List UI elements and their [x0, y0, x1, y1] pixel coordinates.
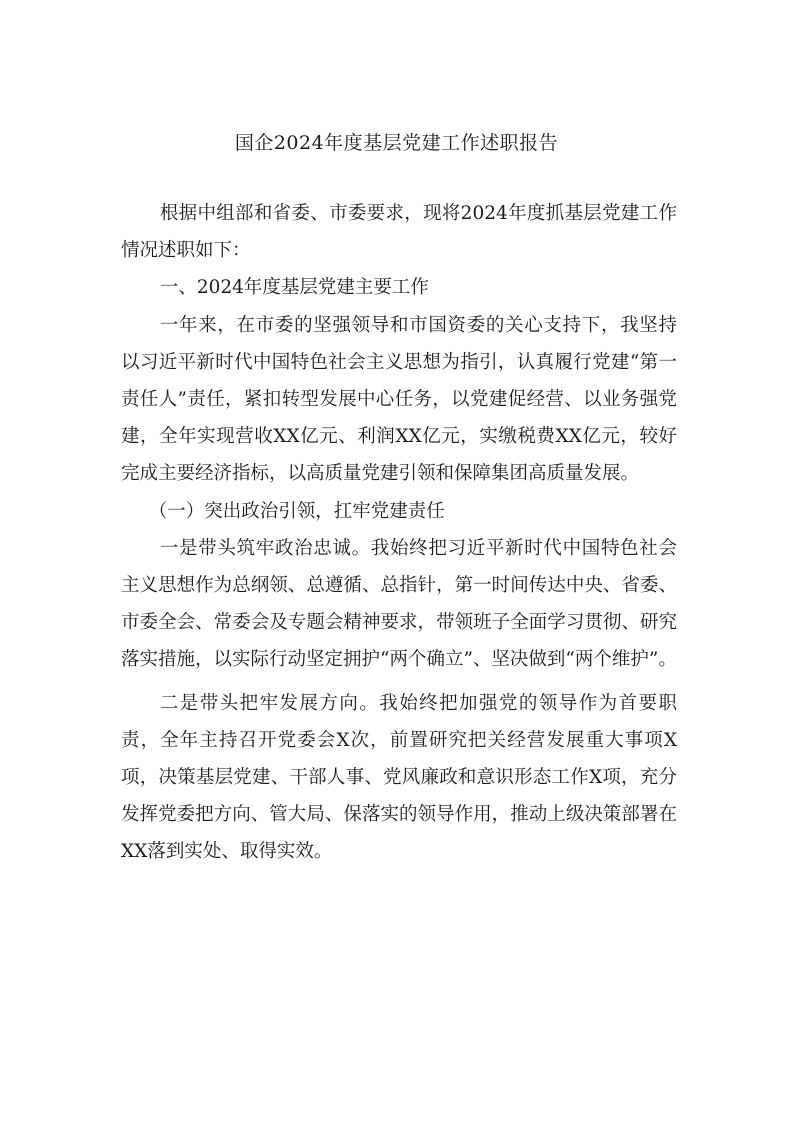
section-heading-1: 一、2024年度基层党建主要工作: [159, 277, 429, 299]
point-two-paragraph: 二是带头把牢发展方向。我始终把加强党的领导作为首要职责，全年主持召开党委会X次，前置研究把关经营发展重大事项X项，决策基层党建、干部人事、党风廉政和意识形态工作X项，充分发挥党委把方向、管大局、保落实的领导作用，推动上级决策部署在XX落到实处、取得实效。: [121, 692, 677, 863]
document-body: [121, 195, 677, 871]
intro-paragraph: 根据中组部和省委、市委要求，现将2024年度抓基层党建工作情况述职如下：: [121, 203, 677, 262]
point-one-paragraph: 一是带头筑牢政治忠诚。我始终把习近平新时代中国特色社会主义思想作为总纲领、总遵循、总指针，第一时间传达中央、省委、市委全会、常委会及专题会精神要求，带领班子全面学习贯彻、研究落实措施，以实际行动坚定拥护“两个确立”、坚决做到“两个维护”。: [121, 537, 677, 671]
summary-paragraph: 一年来，在市委的坚强领导和市国资委的关心支持下，我坚持以习近平新时代中国特色社会主义思想为指引，认真履行党建“第一责任人”责任，紧扣转型发展中心任务，以党建促经营、以业务强党建，全年实现营收XX亿元、利润XX亿元，实缴税费XX亿元，较好完成主要经济指标，以高质量党建引领和保障集团高质量发展。: [121, 314, 677, 485]
subsection-heading-1: （一）突出政治引领，扛牢党建责任: [148, 500, 445, 522]
document-title: 国企2024年度基层党建工作述职报告: [234, 132, 559, 154]
